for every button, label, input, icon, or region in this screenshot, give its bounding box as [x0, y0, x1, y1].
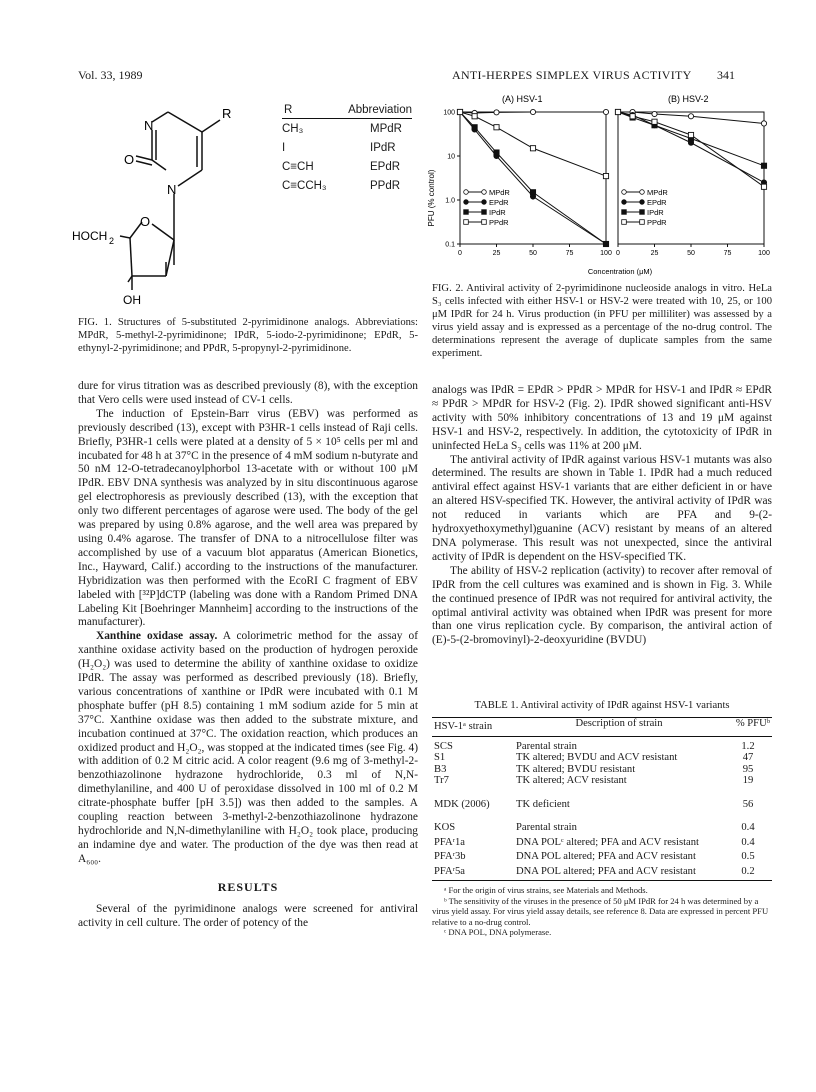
legend-label: MPdR — [489, 188, 510, 197]
legend-marker — [622, 200, 627, 205]
y-tick-label: 100 — [443, 109, 455, 117]
table-1 — [432, 700, 772, 938]
data-point-PPdR — [530, 146, 535, 151]
data-point-IPdR — [472, 125, 477, 130]
left-paragraph-4: Several of the pyrimidinone analogs were screened for antiviral activity in cell culture. The order of potency of the — [78, 902, 418, 929]
x-axis-label: Concentration (μM) — [587, 267, 653, 276]
structure-r-label: R — [222, 106, 232, 121]
x-tick-label: 100 — [600, 250, 612, 257]
structure-oh-label: OH — [123, 293, 141, 307]
structure-hoch2-label: HOCH — [72, 229, 108, 243]
table1-strain: B3 — [434, 763, 447, 775]
data-point-MPdR — [494, 110, 499, 115]
table1-desc: TK altered; ACV resistant — [516, 775, 627, 786]
fig1-abbreviation-table — [282, 104, 412, 199]
table1-desc: Parental strain — [516, 740, 577, 752]
legend-marker — [464, 200, 469, 205]
table1-header: HSV-1ᵃ strain — [434, 721, 493, 732]
table1-footnote-b: ᵇ The sensitivity of the viruses in the presence of 50 μM IPdR for 24 h was determined by a virus yield assay. For virus yield assay details, see reference 8. Data are expressed in percent PFU relative to a no-drug control. — [432, 895, 769, 927]
table1-desc: Parental strain — [516, 822, 577, 833]
legend-label: EPdR — [489, 198, 509, 207]
fig1-abbr: MPdR — [370, 123, 402, 135]
legend-marker — [622, 210, 627, 215]
table1-footnote-c: ᶜ DNA POL, DNA polymerase. — [444, 927, 552, 938]
data-point-MPdR — [603, 109, 608, 114]
table-row — [432, 787, 772, 811]
data-point-MPdR — [761, 121, 766, 126]
chart-marks — [443, 109, 770, 257]
data-point-PPdR — [761, 184, 766, 189]
fig1-r: C≡CCH₃ — [282, 180, 327, 192]
fig1-row — [282, 123, 412, 142]
y-axis-label: PFU (% control) — [427, 169, 436, 227]
xanthine-heading: Xanthine oxidase assay. — [96, 630, 218, 643]
right-column — [432, 384, 772, 648]
table1-pfu: 0.2 — [741, 865, 755, 877]
table-row — [432, 775, 772, 787]
legend-marker — [482, 190, 487, 195]
structure-ring-o-label: O — [140, 214, 151, 229]
table1-footnote-a: ᵃ For the origin of virus strains, see Materials and Methods. — [444, 885, 648, 895]
table1-pfu: 19 — [742, 775, 754, 786]
fig1-caption: FIG. 1. Structures of 5-substituted 2-pyrimidinone analogs. Abbreviations: MPdR, 5-methyl-2-pyrimidinone; IPdR, 5-iodo-2-pyrimidinone; EPdR, 5-ethynyl-2-pyrimidinone; and PPdR, 5-propynyl-2-pyrimidinone. — [78, 317, 418, 354]
x-tick-label: 75 — [565, 250, 574, 257]
results-heading: RESULTS — [217, 879, 279, 894]
data-point-IPdR — [603, 241, 608, 246]
x-tick-label: 0 — [616, 250, 620, 257]
table1-desc: DNA POLᶜ altered; PFA and ACV resistant — [516, 836, 699, 848]
fig1-r: C≡CH — [282, 161, 314, 173]
left-column — [78, 380, 418, 930]
table1-pfu: 56 — [742, 798, 754, 810]
table1-header-row — [432, 718, 772, 737]
header-volume: Vol. 33, 1989 — [78, 68, 143, 82]
figure-2 — [420, 88, 780, 278]
table1-pfu: 47 — [742, 752, 754, 763]
series-line-PPdR — [460, 112, 606, 176]
legend-marker — [464, 190, 469, 195]
data-point-PPdR — [457, 109, 462, 114]
legend-marker — [482, 200, 487, 205]
fig1-r: CH₃ — [282, 123, 304, 135]
table-row — [432, 736, 772, 752]
legend-marker — [640, 210, 645, 215]
fig1-abbr: IPdR — [370, 142, 396, 154]
panel-a-title: (A) HSV-1 — [502, 94, 543, 104]
xanthine-text: A colorimetric method for the assay of xanthine oxidase activity based on the production of hydrogen peroxide (H₂O₂) was used to determine the ability of xanthine oxidase to oxidize IPdR. The assay was performed as described previously (18). Briefly, various concentrations of xanthine or IPdR were incubated with 0.1 M phosphate buffer (pH 8.5) containing 1 mM sodium azide for 5 min at 37°C. Xanthine oxidase was then added to the substrate mixture, and incubation continued at 37°C. The oxidation reaction, which produces an oxidized product and H₂O₂, was stopped at the indicated times (see Fig. 4) with addition of 0.2 M citric acid. A color reagent (9.6 mg of 3-methyl-2-benzothiazolinone hydrazone hydrochloride, 0.3 ml of N,N-dimethylaniline, and 400 U of peroxidase dissolved in 100 ml of 0.2 M citrate-phosphate buffer [pH 3.5]) was then added to the samples. A coupling reaction between 3-methyl-2-benzothiazolinone hydrazone hydrochloride and N,N-dimethylaniline with H₂O₂ took place, producing an indamine dye and water. The production of the dye was then read at A₆₀₀. — [78, 630, 418, 865]
x-tick-label: 50 — [687, 250, 695, 257]
fig1-row — [282, 180, 412, 199]
legend-label: EPdR — [647, 198, 667, 207]
fig1-row — [282, 161, 412, 180]
table-row — [432, 834, 772, 849]
legend-label: IPdR — [647, 208, 664, 217]
legend-marker — [640, 200, 645, 205]
legend-marker — [464, 220, 469, 225]
series-line-PPdR — [618, 112, 764, 187]
data-point-IPdR — [761, 163, 766, 168]
fig2-chart — [420, 88, 780, 278]
y-tick-label: 10 — [447, 153, 455, 161]
x-tick-label: 100 — [758, 250, 770, 257]
table1-desc: DNA POL altered; PFA and ACV resistant — [516, 865, 696, 877]
table1-strain: KOS — [434, 822, 456, 833]
x-tick-label: 75 — [723, 250, 732, 257]
data-point-PPdR — [688, 132, 693, 137]
table1-strain: PFAʳ5a — [434, 865, 465, 877]
series-line-EPdR — [618, 112, 764, 182]
table1-strain: PFAʳ3b — [434, 851, 466, 862]
fig1-col-r: R — [284, 104, 293, 116]
legend-marker — [482, 210, 487, 215]
data-point-PPdR — [494, 125, 499, 130]
legend-marker — [640, 220, 645, 225]
structure-n2-label: N — [167, 182, 177, 197]
y-tick-label: 1.0 — [445, 197, 455, 205]
table1-desc: TK deficient — [516, 798, 570, 810]
structure-n1-label: N — [144, 118, 154, 133]
table1-pfu: 0.5 — [741, 851, 755, 862]
legend-label: MPdR — [647, 188, 668, 197]
table1-strain: SCS — [434, 740, 453, 752]
table1-header: Description of strain — [575, 718, 663, 729]
legend-label: PPdR — [647, 218, 667, 227]
table1-pfu: 0.4 — [741, 822, 755, 833]
table-row — [432, 848, 772, 863]
table1-strain: Tr7 — [434, 775, 449, 786]
data-point-PPdR — [603, 173, 608, 178]
table1-title: TABLE 1. Antiviral activity of IPdR against HSV-1 variants — [474, 700, 730, 711]
fig2-caption: FIG. 2. Antiviral activity of 2-pyrimidinone nucleoside analogs in vitro. HeLa S₃ cells infected with either HSV-1 or HSV-2 were treated with 10, 25, or 100 μM IPdR for 24 h. Virus production (in PFU per milliliter) was assessed by a virus yield assay and is expressed as a percentage of the no-drug control. The determinations represent the average of duplicate samples from the same experiment. — [432, 283, 772, 359]
table1-pfu: 0.4 — [741, 836, 755, 848]
structure-o-label: O — [124, 152, 135, 167]
legend-marker — [640, 190, 645, 195]
legend-marker — [464, 210, 469, 215]
left-paragraph-2: The induction of Epstein-Barr virus (EBV) was performed as previously described (13), except with P3HR-1 cells instead of Raji cells. Briefly, P3HR-1 cells were plated at a density of 5 × 10⁵ cells per ml and incubated for 48 h at 37°C in the presence of 4 mM sodium n-butyrate and 50 nM 12-O-tetradecanoylphorbol 13-acetate with or without 100 μM IPdR. EBV DNA synthesis was analyzed by in situ discontinuous agarose gel electrophoresis as previously described (13), with the exception that only two different percentages of agarose were used. The body of the gel was prepared by using 0.8% agarose, and the well area was prepared by using 0.4% agarose. The transfer of DNA to a nitrocellulose filter was accomplished by use of a vacuum blot apparatus (American Bionetics, Inc., Hayward, Calif.) according to the instructions of the manufacturer. Hybridization was then performed with the EcoRI C fragment of EBV labeled with [³²P]dCTP (labeling was done with a Random Primed DNA Labeling Kit [Boehringer Mannheim] according to the instructions of the manufacturer). — [78, 407, 418, 629]
y-tick-label: 0.1 — [445, 241, 455, 249]
table1-desc: TK altered; BVDU and ACV resistant — [516, 752, 678, 763]
table-row — [432, 764, 772, 776]
table1-pfu: 1.2 — [741, 740, 755, 752]
table-row — [432, 810, 772, 834]
legend-marker — [482, 220, 487, 225]
right-paragraph-3: The ability of HSV-2 replication (activity) to recover after removal of IPdR from the cell cultures was examined and is shown in Fig. 3. While the continued presence of IPdR was not required for antiviral activity, the optimal antiviral activity was obtained when IPdR was present for more than one virus replication cycle. By comparison, the antiviral action of (E)-5-(2-bromovinyl)-2-deoxyuridine (BVDU) — [432, 564, 772, 647]
table1-strain: PFAʳ1a — [434, 836, 465, 848]
table1-desc: TK altered; BVDU resistant — [516, 763, 636, 775]
panel-b-title: (B) HSV-2 — [668, 94, 709, 104]
right-paragraph-1: analogs was IPdR = EPdR > PPdR > MPdR for HSV-1 and IPdR ≈ EPdR ≈ PPdR > MPdR for HSV-2 (Fig. 2). IPdR showed significant anti-HSV activity with 50% inhibitory concentrations of 13 and 19 μM against HSV-1 and HSV-2, respectively. In addition, the cytotoxicity of IPdR in uninfected HeLa S₃ cells was 11% at 200 μM. — [432, 384, 772, 452]
right-paragraph-2: The antiviral activity of IPdR against various HSV-1 mutants was also determined. The results are shown in Table 1. IPdR had a much reduced antiviral effect against HSV-1 variants that are either deficient in or have an altered HSV-specified TK. However, the antiviral activity of IPdR was not reduced in variants which are PFA and 9-(2-hydroxyethoxymethyl)guanine (ACV) resistant by means of an altered DNA polymerase. This result was not unexpected, since the antiviral activity of IPdR is dependent on the HSV-specified TK. — [432, 453, 772, 563]
fig1-row — [282, 142, 412, 161]
fig1-abbr: EPdR — [370, 161, 401, 173]
header-page-number: 341 — [717, 68, 735, 82]
table1-pfu: 95 — [742, 763, 754, 775]
table1-desc: DNA POL altered; PFA and ACV resistant — [516, 851, 696, 862]
legend-label: IPdR — [489, 208, 506, 217]
x-tick-label: 25 — [492, 250, 501, 257]
left-paragraph-1: dure for virus titration was as described previously (8), with the exception that Vero cells were used instead of CV-1 cells. — [78, 380, 418, 406]
table1-header: % PFUᵇ — [735, 718, 770, 729]
table-row — [432, 863, 772, 881]
legend-label: PPdR — [489, 218, 509, 227]
legend-marker — [622, 190, 627, 195]
table1-strain: S1 — [434, 752, 446, 763]
fig1-abbr: PPdR — [370, 180, 401, 192]
left-paragraph-3 — [78, 630, 418, 866]
data-point-MPdR — [530, 109, 535, 114]
x-tick-label: 0 — [458, 250, 462, 257]
data-point-MPdR — [688, 114, 693, 119]
data-point-PPdR — [652, 119, 657, 124]
legend-marker — [622, 220, 627, 225]
structure-hoch2-sub: 2 — [109, 236, 115, 246]
x-tick-label: 25 — [650, 250, 659, 257]
data-point-IPdR — [494, 150, 499, 155]
table-row — [432, 752, 772, 764]
data-point-PPdR — [472, 114, 477, 119]
data-point-MPdR — [652, 111, 657, 116]
data-point-PPdR — [615, 109, 620, 114]
fig1-col-abbr: Abbreviation — [348, 104, 412, 116]
x-tick-label: 50 — [529, 250, 537, 257]
header-running-title: ANTI-HERPES SIMPLEX VIRUS ACTIVITY — [452, 68, 692, 82]
data-point-IPdR — [530, 190, 535, 195]
table1-strain: MDK (2006) — [434, 798, 490, 810]
data-point-PPdR — [630, 114, 635, 119]
fig1-r: I — [282, 142, 286, 154]
